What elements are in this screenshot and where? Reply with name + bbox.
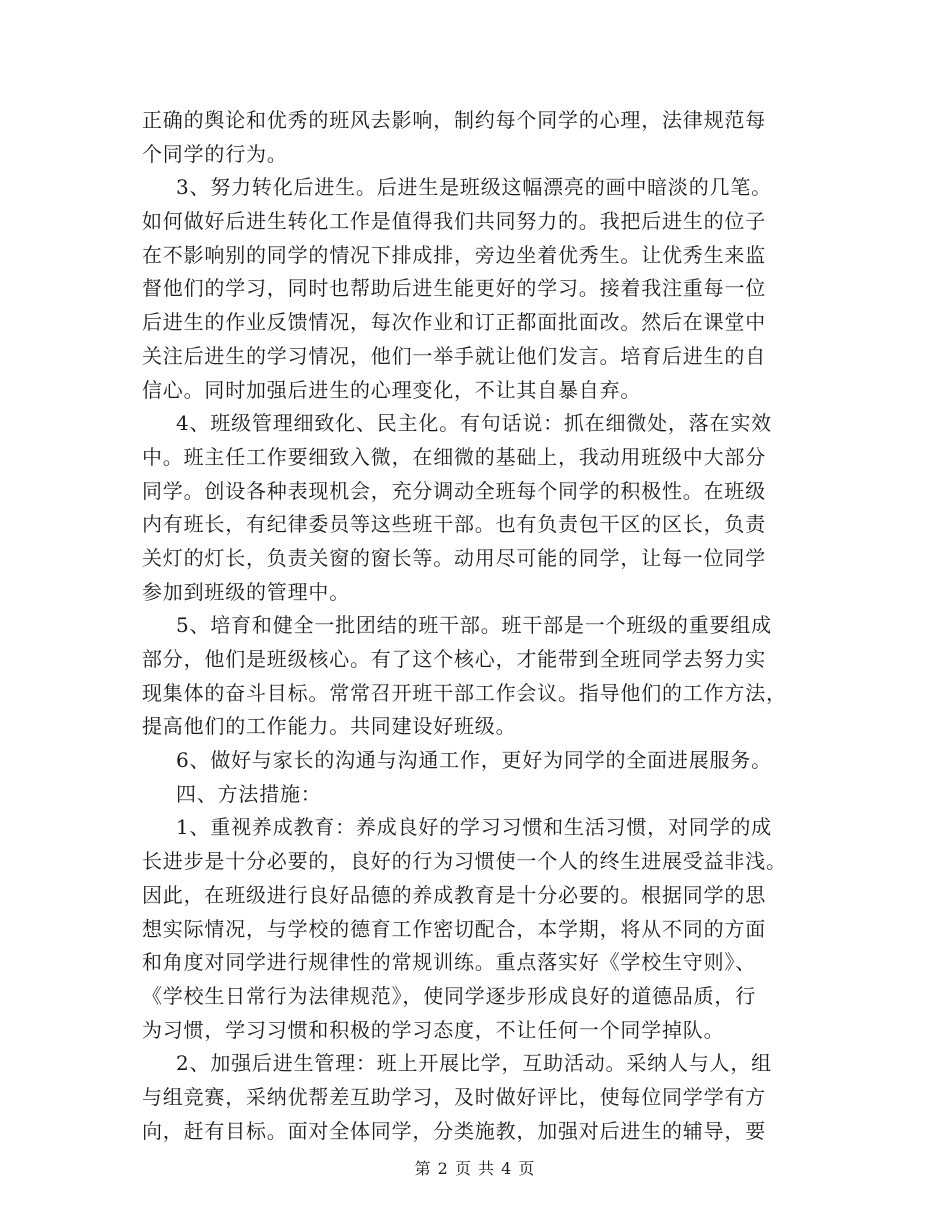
paragraph-start-line: 2、加强后进生管理：班上开展比学，互助活动。采纳人与人，组 xyxy=(176,1051,772,1076)
text-line: 为习惯，学习习惯和积极的学习态度，不让任何一个同学掉队。 xyxy=(142,1017,725,1042)
page-footer: 第 2 页 共 4 页 xyxy=(414,1159,536,1178)
text-line: 中。班主任工作要细致入微，在细微的基础上，我动用班级中大部分 xyxy=(142,444,766,469)
paragraph-start-line: 5、培育和健全一批团结的班干部。班干部是一个班级的重要组成 xyxy=(176,613,772,638)
text-line: 长进步是十分必要的，良好的行为习惯使一个人的终生进展受益非浅。 xyxy=(142,849,787,874)
paragraph-start-line: 1、重视养成教育：养成良好的学习习惯和生活习惯，对同学的成 xyxy=(176,815,772,840)
paragraph-start-line: 3、努力转化后进生。后进生是班级这幅漂亮的画中暗淡的几笔。 xyxy=(176,175,772,200)
text-line: 关注后进生的学习情况，他们一举手就让他们发言。培育后进生的自 xyxy=(142,343,766,368)
section-heading: 四、方法措施： xyxy=(176,781,322,806)
text-line: 正确的舆论和优秀的班风去影响，制约每个同学的心理，法律规范每 xyxy=(142,108,766,132)
paragraph-start-line: 6、做好与家长的沟通与沟通工作，更好为同学的全面进展服务。 xyxy=(176,748,772,773)
text-line: 参加到班级的管理中。 xyxy=(142,579,350,604)
text-line: 与组竞赛，采纳优帮差互助学习，及时做好评比，使每位同学学有方 xyxy=(142,1084,766,1109)
text-line: 内有班长，有纪律委员等这些班干部。也有负责包干区的区长，负责 xyxy=(142,512,766,537)
text-line: 想实际情况，与学校的德育工作密切配合，本学期，将从不同的方面 xyxy=(142,916,766,941)
text-line: 在不影响别的同学的情况下排成排，旁边坐着优秀生。让优秀生来监 xyxy=(142,242,766,267)
text-line: 信心。同时加强后进生的心理变化，不让其自暴自弃。 xyxy=(142,377,642,402)
text-line: 因此，在班级进行良好品德的养成教育是十分必要的。根据同学的思 xyxy=(142,882,766,907)
text-line: 现集体的奋斗目标。常常召开班干部工作会议。指导他们的工作方法， xyxy=(142,680,787,705)
text-line: 《学校生日常行为法律规范》，使同学逐步形成良好的道德品质，行 xyxy=(142,983,756,1008)
text-line: 关灯的灯长，负责关窗的窗长等。动用尽可能的同学，让每一位同学 xyxy=(142,545,766,570)
text-line: 同学。创设各种表现机会，充分调动全班每个同学的积极性。在班级 xyxy=(142,478,766,503)
text-line: 如何做好后进生转化工作是值得我们共同努力的。我把后进生的位子 xyxy=(142,209,766,234)
text-line: 和角度对同学进行规律性的常规训练。重点落实好《学校生守则》、 xyxy=(142,950,756,975)
text-line: 督他们的学习，同时也帮助后进生能更好的学习。接着我注重每一位 xyxy=(142,276,766,301)
text-line: 向，赶有目标。面对全体同学，分类施教，加强对后进生的辅导，要 xyxy=(142,1118,766,1143)
paragraph-start-line: 4、班级管理细致化、民主化。有句话说：抓在细微处，落在实效 xyxy=(176,411,772,436)
text-line: 部分，他们是班级核心。有了这个核心，才能带到全班同学去努力实 xyxy=(142,647,766,671)
text-line: 后进生的作业反馈情况，每次作业和订正都面批面改。然后在课堂中 xyxy=(142,310,766,335)
document-body xyxy=(142,104,812,1148)
text-line: 提高他们的工作能力。共同建设好班级。 xyxy=(142,714,517,739)
text-line: 个同学的行为。 xyxy=(142,141,288,166)
